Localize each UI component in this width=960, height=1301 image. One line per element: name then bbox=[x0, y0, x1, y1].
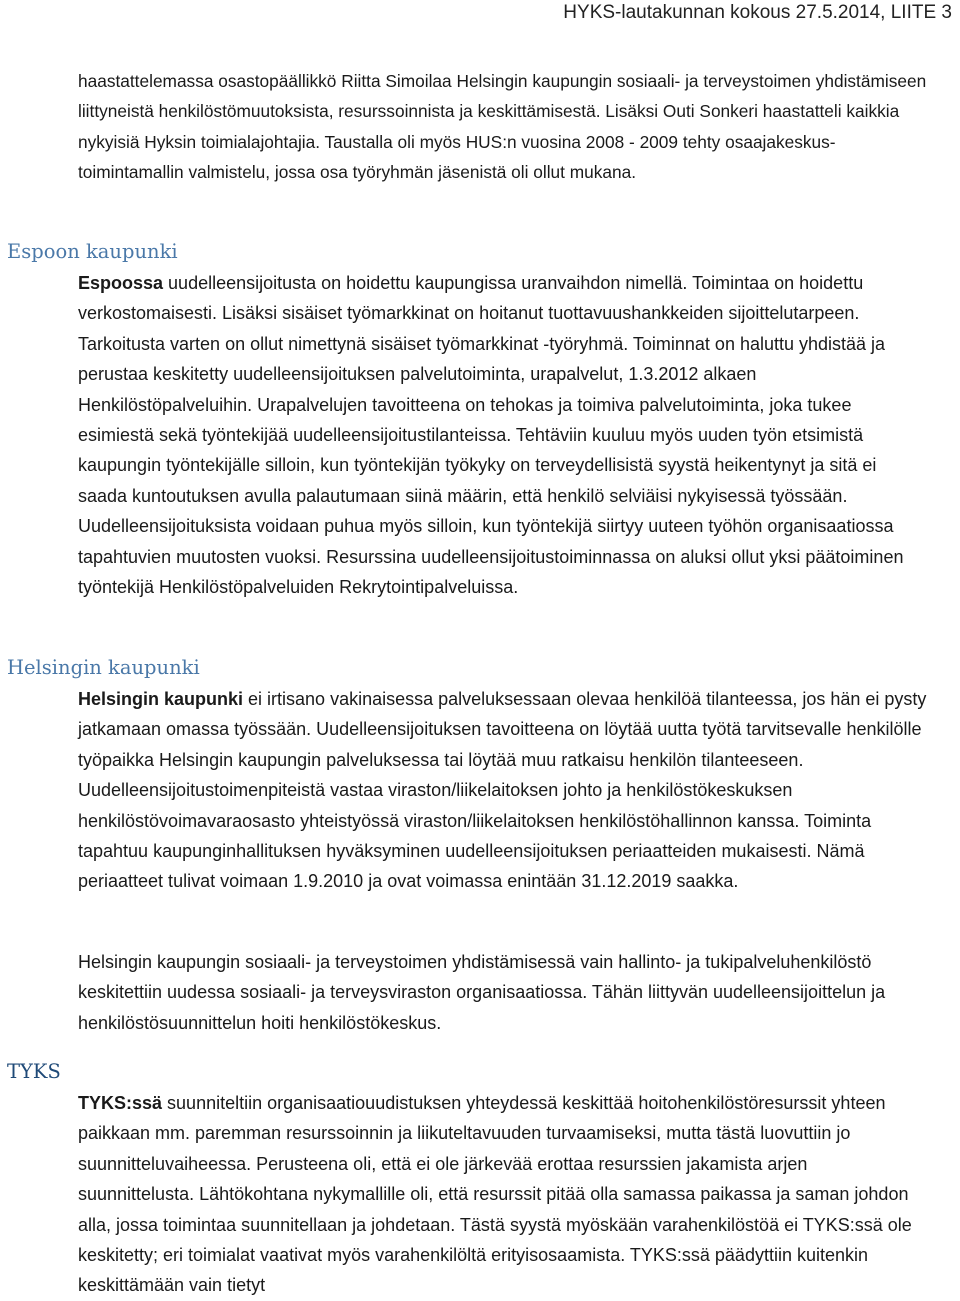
helsinki-paragraph-2: Helsingin kaupungin sosiaali- ja terveystoimen yhdistämisessä vain hallinto- ja tukipalveluhenkilöstö keskitettiin uudessa sosiaali- ja terveysviraston organisaatiossa. Tähän liittyvän uudelleensijoittelun ja henkilöstösuunnittelun hoiti henkilöstökeskus. bbox=[78, 952, 886, 1033]
tyks-heading: TYKS bbox=[7, 1060, 61, 1083]
intro-paragraph: haastattelemassa osastopäällikkö Riitta Simoilaa Helsingin kaupungin sosiaali- ja terveystoimen yhdistämiseen liittyneistä henkilöstömuutoksista, resurssoinnista ja keskittämisestä. Lisäksi Outi Sonkeri haastatteli kaikkia nykyisiä Hyksin toimialajohtajia. Taustalla oli myös HUS:n vuosina 2008 - 2009 tehty osaajakeskus-toimintamallin valmistelu, jossa osa työryhmän jäsenistä oli ollut mukana. bbox=[78, 71, 927, 183]
espoo-paragraph bbox=[78, 268, 928, 602]
tyks-lead: TYKS:ssä bbox=[78, 1093, 163, 1113]
espoo-text: uudelleensijoitusta on hoidettu kaupungissa uranvaihdon nimellä. Toimintaa on hoidettu verkostomaisesti. Lisäksi sisäiset työmarkkinat on hoitanut tuottavuushankkeiden sijoittelutarpeen. Tarkoitusta varten on ollut nimettynä sisäiset työmarkkinat -työryhmä. Toiminnat on haluttu yhdistää ja perustaa keskitetty uudelleensijoituksen palvelutoiminta, urapalvelut, 1.3.2012 alkaen Henkilöstöpalveluihin. Urapalvelujen tavoitteena on tehokas ja toimiva palvelutoiminta, joka tukee esimiestä sekä työntekijää uudelleensijoitustilanteissa. Tehtäviin kuuluu myös uuden työn etsimistä kaupungin työntekijälle silloin, kun työntekijän työkyky on terveydellisistä syystä heikentynyt ja sitä ei saada kuntoutuksen avulla palautumaan siinä määrin, että henkilö selviäisi nykyisessä työssään. Uudelleensijoituksista voidaan puhua myös silloin, kun työntekijä siirtyy uuteen työhön organisaatiossa tapahtuvien muutosten vuoksi. Resurssina uudelleensijoitustoiminnassa on aluksi ollut yksi päätoiminen työntekijä Henkilöstöpalveluiden Rekrytointipalveluissa. bbox=[78, 273, 904, 598]
espoo-lead: Espoossa bbox=[78, 273, 164, 293]
helsinki-heading: Helsingin kaupunki bbox=[7, 656, 200, 679]
tyks-text: suunniteltiin organisaatiouudistuksen yhteydessä keskittää hoitohenkilöstöresurssit yhteen paikkaan mm. paremman resurssoinnin ja liikuteltavuuden turvaamiseksi, mutta tästä luovuttiin jo suunnitteluvaiheessa. Perusteena oli, että ei ole järkevää erottaa resurssien jakamista arjen suunnittelusta. Lähtökohtana nykymallille oli, että resurssit pitää olla samassa paikassa ja saman johdon alla, jossa toimintaa suunnitellaan ja johdetaan. Tästä syystä myöskään varahenkilöstöä ei TYKS:ssä ole keskitetty; eri toimialat vaativat myös varahenkilöltä erityisosaamista. TYKS:ssä päädyttiin kuitenkin keskittämään vain tietyt bbox=[78, 1093, 912, 1296]
tyks-paragraph bbox=[78, 1088, 928, 1301]
espoo-heading: Espoon kaupunki bbox=[7, 240, 178, 263]
page-header: HYKS-lautakunnan kokous 27.5.2014, LIITE 3 bbox=[563, 2, 952, 23]
helsinki-lead: Helsingin kaupunki bbox=[78, 689, 244, 709]
helsinki-paragraph bbox=[78, 684, 928, 897]
helsinki-text: ei irtisano vakinaisessa palveluksessaan olevaa henkilöä tilanteessa, jos hän ei pysty jatkamaan omassa työssään. Uudelleensijoituksen tavoitteena on löytää uutta työtä tarvitsevalle henkilölle työpaikka Helsingin kaupungin palveluksessa tai löytää muu ratkaisu henkilön tilanteeseen. Uudelleensijoitustoimenpiteistä vastaa viraston/liikelaitoksen johto ja henkilöstökeskuksen henkilöstövoimavaraosasto yhteistyössä viraston/liikelaitoksen henkilöstöhallinnon kanssa. Toiminta tapahtuu kaupunginhallituksen hyväksyminen uudelleensijoituksen periaatteiden mukaisesti. Nämä periaatteet tulivat voimaan 1.9.2010 ja ovat voimassa enintään 31.12.2019 saakka. bbox=[78, 689, 927, 892]
